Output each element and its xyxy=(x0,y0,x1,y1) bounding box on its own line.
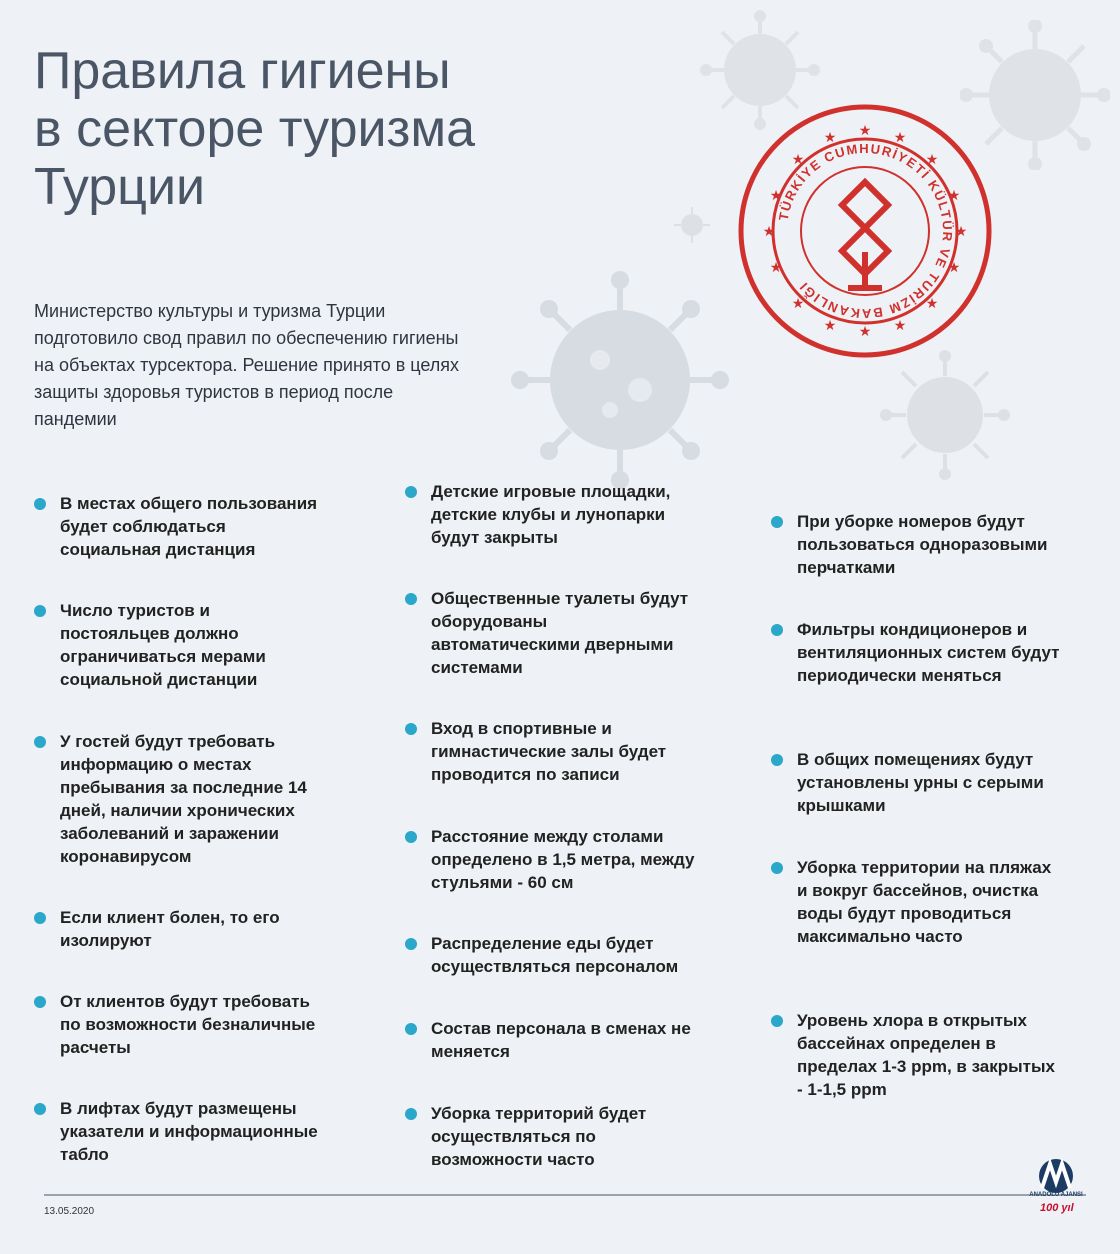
svg-text:★: ★ xyxy=(791,296,805,312)
rule-text: В лифтах будут размещены указатели и информационные табло xyxy=(60,1099,318,1164)
rule-item xyxy=(771,1009,1061,1101)
rule-item xyxy=(34,730,324,868)
rules-column-3 xyxy=(771,510,1071,1110)
rule-item xyxy=(34,599,324,691)
rule-text: Уровень хлора в открытых бассейнах определен в пределах 1-3 ppm, в закрытых - 1-1,5 ppm xyxy=(797,1011,1055,1099)
rule-text: Детские игровые площадки, детские клубы и лунопарки будут закрыты xyxy=(431,482,671,547)
rules-column-1 xyxy=(34,492,334,1172)
bullet-dot xyxy=(405,486,417,498)
rule-item xyxy=(771,510,1061,579)
bullet-dot xyxy=(34,736,46,748)
rule-text: В местах общего пользования будет соблюдаться социальная дистанция xyxy=(60,494,318,559)
svg-text:★: ★ xyxy=(823,130,837,146)
publication-date: 13.05.2020 xyxy=(44,1206,95,1217)
title-line-1: Правила гигиены xyxy=(34,42,451,100)
bullet-dot xyxy=(405,831,417,843)
rule-item xyxy=(405,825,695,894)
agency-name: ANADOLU AJANSI xyxy=(1029,1192,1083,1198)
rule-item xyxy=(771,856,1061,948)
bullet-dot xyxy=(34,498,46,510)
rule-text: Уборка территории на пляжах и вокруг бассейнов, очистка воды будут проводиться максимально часто xyxy=(797,858,1052,946)
rule-item xyxy=(405,1102,695,1171)
svg-text:★: ★ xyxy=(947,188,961,204)
rule-text: Если клиент болен, то его изолируют xyxy=(60,908,280,950)
rule-text: Фильтры кондиционеров и вентиляционных систем будут периодически меняться xyxy=(797,620,1060,685)
rule-text: Распределение еды будет осуществляться персоналом xyxy=(431,934,679,976)
bullet-dot xyxy=(405,593,417,605)
svg-text:★: ★ xyxy=(823,318,837,334)
bullet-dot xyxy=(771,1015,783,1027)
rules-column-2 xyxy=(405,480,705,1180)
seal-text: TÜRKİYE CUMHURİYETİ KÜLTÜR VE TURİZM BAKANLIĞI xyxy=(775,140,956,322)
rule-text: Расстояние между столами определено в 1,5 метра, между стульями - 60 см xyxy=(431,827,695,892)
bullet-dot xyxy=(771,862,783,874)
virus-illustration-large xyxy=(510,270,730,490)
svg-text:★: ★ xyxy=(762,224,776,240)
svg-text:★: ★ xyxy=(925,152,939,168)
footer-divider xyxy=(44,1194,1086,1196)
rule-item xyxy=(771,748,1061,817)
rule-item xyxy=(405,932,695,978)
svg-text:★: ★ xyxy=(893,318,907,334)
title-line-3: Турции xyxy=(34,158,206,216)
bullet-dot xyxy=(34,1103,46,1115)
svg-text:★: ★ xyxy=(858,324,872,340)
bullet-dot xyxy=(771,516,783,528)
bullet-dot xyxy=(771,754,783,766)
rule-item xyxy=(405,480,695,549)
ministry-seal-logo xyxy=(736,102,994,360)
svg-text:★: ★ xyxy=(947,260,961,276)
virus-illustration-small xyxy=(880,350,1010,480)
rule-item xyxy=(405,587,695,679)
rule-item xyxy=(34,1097,324,1166)
intro-paragraph: Министерство культуры и туризма Турции подготовило свод правил по обеспечению гигиены на объектах турсектора. Решение принято в целях защиты здоровья туристов в период после пандемии xyxy=(34,301,460,429)
bullet-dot xyxy=(405,723,417,735)
bullet-dot xyxy=(34,912,46,924)
rule-text: От клиентов будут требовать по возможности безналичные расчеты xyxy=(60,992,316,1057)
rule-text: При уборке номеров будут пользоваться одноразовыми перчатками xyxy=(797,512,1048,577)
rule-item xyxy=(34,990,324,1059)
rule-item xyxy=(34,492,324,561)
rule-text: У гостей будут требовать информацию о местах пребывания за последние 14 дней, наличии хронических заболеваний и заражении коронавирусом xyxy=(60,732,307,866)
title-line-2: в секторе туризма xyxy=(34,100,476,158)
rule-text: Число туристов и постояльцев должно ограничиваться мерами социальной дистанции xyxy=(60,601,266,689)
virus-illustration-tiny xyxy=(672,205,712,245)
svg-text:★: ★ xyxy=(791,152,805,168)
svg-text:★: ★ xyxy=(925,296,939,312)
rule-text: Состав персонала в сменах не меняется xyxy=(431,1019,691,1061)
bullet-dot xyxy=(405,1108,417,1120)
rule-item xyxy=(34,906,324,952)
rule-text: В общих помещениях будут установлены урны с серыми крышками xyxy=(797,750,1044,815)
page-title xyxy=(34,42,475,216)
bullet-dot xyxy=(771,624,783,636)
agency-anniversary: 100 yıl xyxy=(1040,1202,1074,1214)
bullet-dot xyxy=(405,1023,417,1035)
svg-text:★: ★ xyxy=(858,123,872,139)
svg-text:★: ★ xyxy=(893,130,907,146)
rule-text: Вход в спортивные и гимнастические залы будет проводится по записи xyxy=(431,719,667,784)
bullet-dot xyxy=(34,605,46,617)
rule-text: Уборка территорий будет осуществляться по возможности часто xyxy=(431,1104,647,1169)
bullet-dot xyxy=(34,996,46,1008)
rule-item xyxy=(405,1017,695,1063)
anadolu-agency-logo xyxy=(1028,1154,1084,1194)
rule-item xyxy=(771,618,1061,687)
svg-text:★: ★ xyxy=(769,260,783,276)
rule-text: Общественные туалеты будут оборудованы автоматическими дверными системами xyxy=(431,589,689,677)
svg-text:★: ★ xyxy=(769,188,783,204)
bullet-dot xyxy=(405,938,417,950)
svg-text:★: ★ xyxy=(954,224,968,240)
rule-item xyxy=(405,717,695,786)
